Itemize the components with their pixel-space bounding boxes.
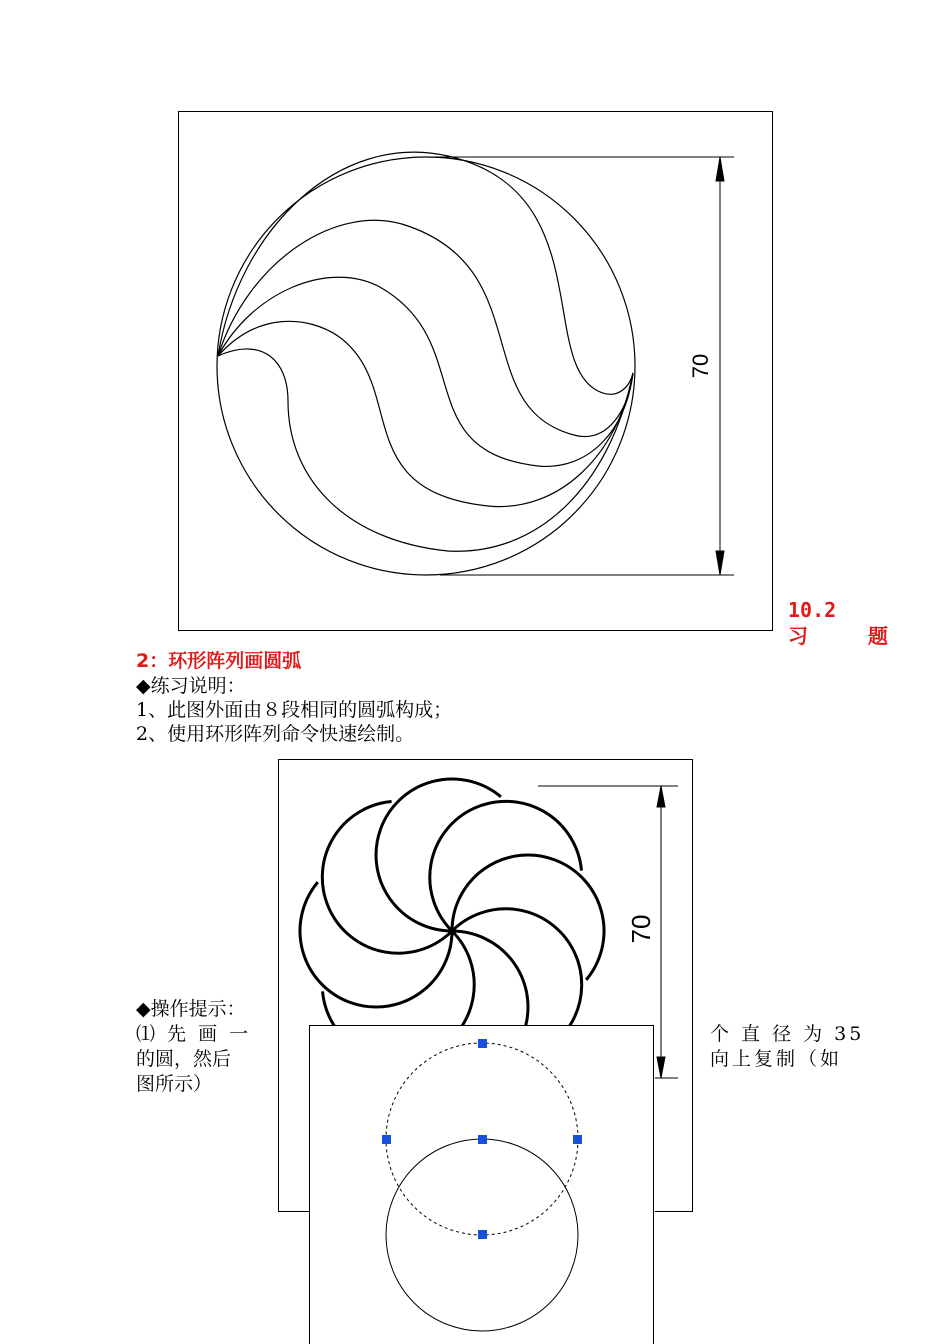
tips-left-2: 的圆，然后 — [136, 1048, 232, 1070]
array-arc — [322, 802, 452, 954]
figure-s-curves — [178, 111, 774, 632]
dim-arrow-top — [716, 157, 724, 181]
s-curve-3 — [218, 277, 633, 466]
notes-title: ◆练习说明： — [136, 675, 246, 697]
figure-s-curves-drawing — [178, 111, 774, 632]
array-arc — [300, 882, 452, 1007]
section-title: 习 题 — [788, 624, 913, 648]
s-curve-1 — [218, 152, 633, 394]
dim-arrow-bottom — [716, 551, 724, 575]
grip-right[interactable] — [573, 1135, 582, 1144]
s-curve-2 — [218, 220, 633, 436]
exercise-heading: 2：环形阵列画圆弧 — [136, 650, 302, 672]
array-arc — [452, 855, 604, 980]
section-number: 10.2 — [788, 598, 837, 622]
note-line-2: 2、使用环形阵列命令快速绘制。 — [136, 723, 415, 745]
dim2-arrow-top — [657, 786, 665, 807]
figure-copy-circle — [309, 1025, 655, 1344]
note-line-1: 1、此图外面由８段相同的圆弧构成； — [136, 699, 453, 721]
grip-bottom[interactable] — [478, 1230, 487, 1239]
figure3-frame — [310, 1026, 654, 1344]
array-arc — [376, 779, 501, 931]
grip-left[interactable] — [382, 1135, 391, 1144]
tips-right-2: 向上复制（如 — [710, 1048, 843, 1070]
s-curve-5 — [218, 349, 633, 551]
dimension2-value-70: 70 — [626, 914, 656, 944]
dimension-value-70: 70 — [688, 353, 713, 379]
tips-left-3: 图所示） — [136, 1073, 213, 1095]
grip-center[interactable] — [478, 1135, 487, 1144]
tips-title: ◆操作提示： — [136, 998, 246, 1020]
tips-left-1: ⑴ 先 画 一 — [136, 1023, 252, 1045]
dim2-arrow-bottom — [657, 1057, 665, 1078]
figure-frame — [179, 112, 773, 631]
section-label — [788, 597, 912, 649]
tips-right-1: 个 直 径 为 35 — [710, 1023, 865, 1045]
s-curves — [218, 152, 633, 551]
grip-top[interactable] — [478, 1039, 487, 1048]
array-arc — [430, 801, 582, 931]
figure-copy-circle-drawing — [309, 1025, 655, 1344]
